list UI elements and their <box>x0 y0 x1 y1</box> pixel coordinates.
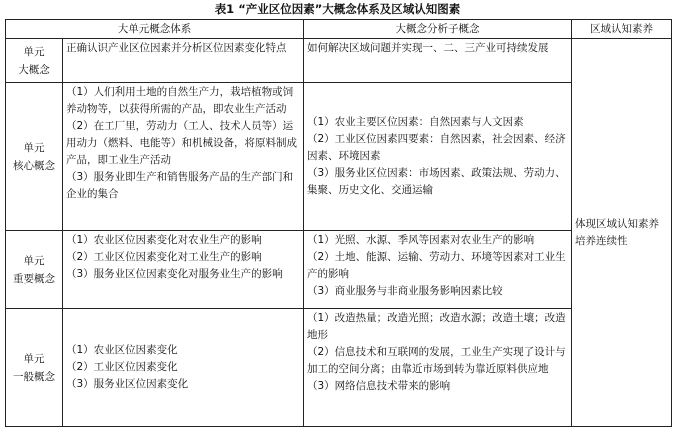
row-label-line: 大概念 <box>18 63 50 76</box>
cell-text: 正确认识产业区位因素并分析区位因素变化特点 <box>66 42 287 54</box>
row-label-core-concept <box>6 83 63 231</box>
row-label-line: 单元 <box>23 254 45 267</box>
literacy-text: 体现区域认知素养培养连续性 <box>575 217 659 247</box>
header-row <box>6 20 672 39</box>
unit-concept-cell <box>63 83 304 231</box>
regional-literacy-cell <box>572 39 672 427</box>
table-caption: 表1 “产业区位因素”大概念体系及区域认知图素 <box>214 2 461 16</box>
cell-text: （2）工业区位因素变化对工业生产的影响 <box>66 251 262 263</box>
row-label-line: 一般概念 <box>13 370 55 383</box>
cell-text: （1）人们利用土地的自然生产力，栽培植物或饲养动物等，以获得所需的产品，即农业生产活动 <box>66 86 294 115</box>
row-label-line: 单元 <box>23 352 45 365</box>
row-label-line: 重要概念 <box>13 272 55 285</box>
cell-text: （3）服务业区位因素变化对服务业生产的影响 <box>66 268 283 280</box>
cell-text: （3）网络信息技术带来的影响 <box>307 380 451 392</box>
cell-text: （1）农业区位因素变化 <box>66 344 178 356</box>
row-label-general-concept <box>6 309 63 427</box>
header-regional-literacy: 区域认知素养 <box>572 20 672 39</box>
cell-text: （1）农业主要区位因素：自然因素与人文因素 <box>307 116 524 128</box>
cell-text: （2）工业区位因素变化 <box>66 361 178 373</box>
header-unit-concept-system: 大单元概念体系 <box>6 20 304 39</box>
sub-concept-cell <box>304 309 572 427</box>
cell-text: （3）商业服务与非商业服务影响因素比较 <box>307 285 503 297</box>
cell-text: （2）土地、能源、运输、劳动力、环境等因素对工业生产的影响 <box>307 251 566 280</box>
sub-concept-cell <box>304 39 572 83</box>
unit-concept-cell <box>63 39 304 83</box>
cell-text: （3）服务业区位因素：市场因素、政策法规、劳动力、集聚、历史文化、交通运输 <box>307 167 566 196</box>
sub-concept-cell <box>304 231 572 309</box>
row-label-line: 单元 <box>23 141 45 154</box>
cell-text: 如何解决区域问题并实现一、二、三产业可持续发展 <box>307 42 549 54</box>
concept-table <box>5 19 672 427</box>
cell-text: （1）农业区位因素变化对农业生产的影响 <box>66 234 262 246</box>
unit-concept-cell <box>63 309 304 427</box>
row-label-line: 核心概念 <box>13 159 55 172</box>
row-label-important-concept <box>6 231 63 309</box>
cell-text: （3）服务业区位因素变化 <box>66 378 189 390</box>
cell-text: （2）工业区位因素四要素：自然因素，社会因素、经济因素、环境因素 <box>307 133 566 162</box>
cell-text: （2）在工厂里，劳动力（工人、技术人员等）运用动力（燃料、电能等）和机械设备，将原料制成产品，即工业生产活动 <box>66 120 297 166</box>
unit-concept-cell <box>63 231 304 309</box>
cell-text: （2）信息技术和互联网的发展，工业生产实现了设计与加工的空间分离；由靠近市场到转为靠近原料供应地 <box>307 346 566 375</box>
cell-text: （3）服务业即生产和销售服务产品的生产部门和企业的集合 <box>66 171 294 200</box>
header-sub-concept: 大概念分析子概念 <box>304 20 572 39</box>
cell-text: （1）光照、水源、季风等因素对农业生产的影响 <box>307 234 535 246</box>
row-label-big-concept <box>6 39 63 83</box>
row-label-line: 单元 <box>23 45 45 58</box>
cell-text: （1）改造热量；改造光照；改造水源；改造土壤；改造地形 <box>307 312 566 341</box>
sub-concept-cell <box>304 83 572 231</box>
table-row <box>6 39 672 83</box>
